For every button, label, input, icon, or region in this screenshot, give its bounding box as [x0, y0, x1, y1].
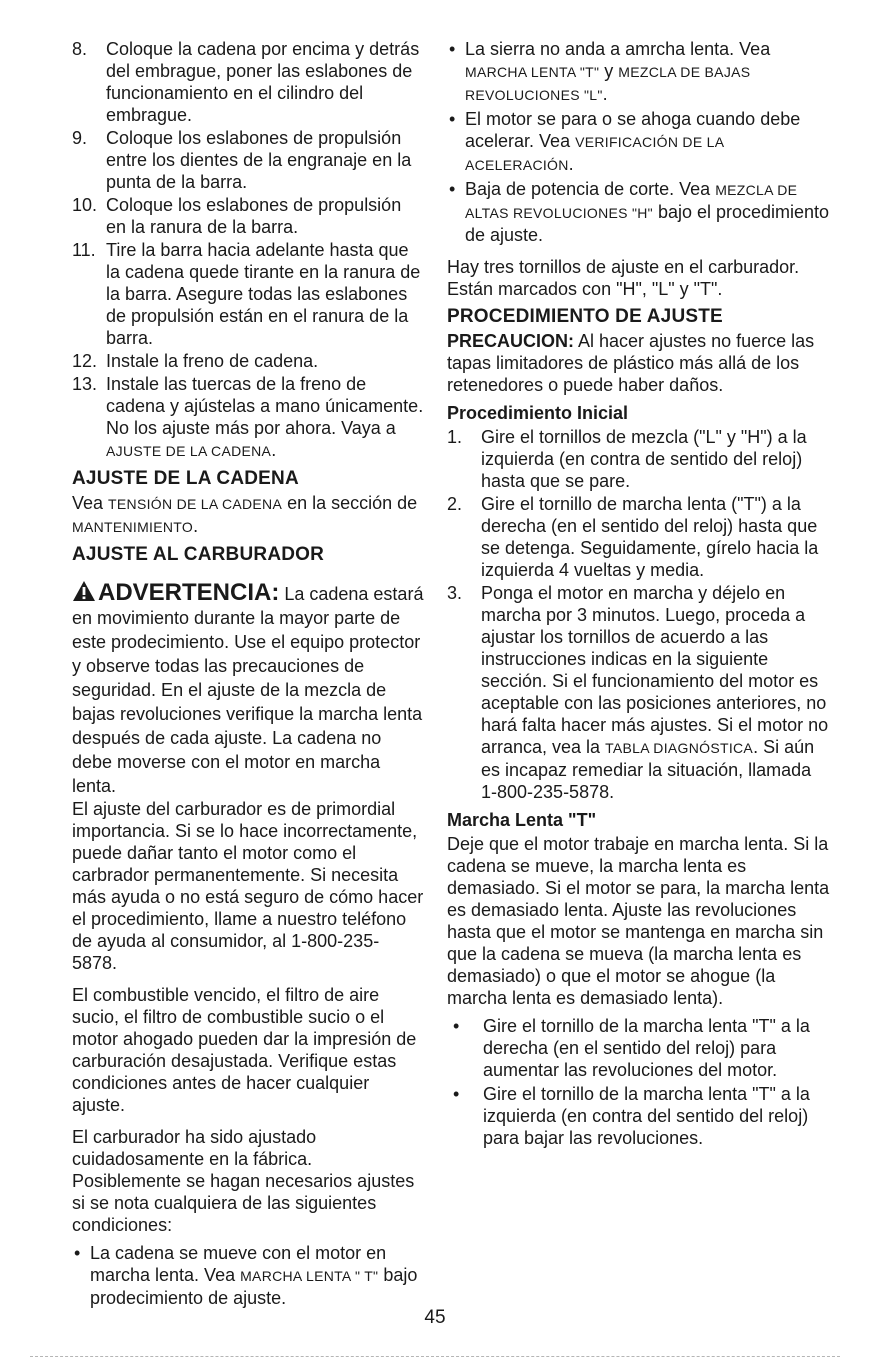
text-run: Vea	[72, 493, 109, 513]
carburetor-importance-paragraph: El ajuste del carburador es de primordial importancia. Si se lo hace incorrectamente, puede dañar tanto el motor como el carbrador permanentemente. Si necesita más ayuda o no está seguro de cómo hacer el procedimiento, llame a nuestro teléfono de ayuda al consumidor, al 1-800-235-5878.	[72, 799, 424, 973]
section-reference: MEZCLA DE BAJAS REVOLUCIONES "L"	[465, 64, 751, 103]
idle-speed-list	[447, 1015, 832, 1149]
text-run: .	[602, 84, 608, 104]
step-item	[447, 426, 832, 492]
text-run: Baja de potencia de corte. Vea	[465, 179, 716, 199]
step-item	[72, 373, 424, 462]
step-number: 10.	[72, 195, 98, 215]
caution-paragraph	[447, 330, 832, 396]
carburetor-adjustment-heading: AJUSTE AL CARBURADOR	[72, 544, 325, 565]
step-text: Coloque los eslabones de propulsión entre los dientes de la engranaje en la punta de la barra.	[106, 128, 412, 192]
assembly-steps-list	[72, 38, 424, 462]
conditions-list	[72, 1242, 424, 1309]
step-item	[447, 493, 832, 581]
factory-adjusted-paragraph: El carburador ha sido ajustado cuidadosamente en la fábrica. Posiblemente se hagan necesarios ajustes si se nota cualquiera de las siguientes condiciones:	[72, 1127, 415, 1235]
idle-instruction-item: • Gire el tornillo de la marcha lenta "T" a la izquierda (en contra del sentido del reloj) para bajar las revoluciones.	[447, 1083, 832, 1149]
step-item	[72, 38, 424, 126]
section-reference: MARCHA LENTA "T"	[465, 64, 600, 80]
text-run: y	[599, 61, 619, 81]
step-item	[72, 127, 424, 193]
idle-speed-paragraph: Deje que el motor trabaje en marcha lenta. Si la cadena se mueve, la marcha lenta es demasiado. Si el motor se para, la marcha lenta es demasiado lenta. Ajuste las revoluciones hasta que el motor se mantenga en marcha sin que la cadena se mueva (la marcha lenta es demasiado) o que el motor se ahogue (la marcha lenta es demasiado lenta).	[447, 834, 830, 1008]
section-reference: VERIFICACIÓN DE LA ACELERACIÓN	[465, 134, 724, 173]
section-reference: MANTENIMIENTO	[72, 519, 194, 535]
bottom-divider	[30, 1356, 840, 1357]
text-run: en la sección de	[282, 493, 418, 513]
text-run: La sierra no anda a amrcha lenta. Vea	[465, 39, 771, 59]
step-number: 2.	[447, 494, 463, 514]
warning-paragraph	[72, 580, 424, 798]
step-number: 3.	[447, 583, 463, 603]
conditions-list-continued	[447, 38, 832, 246]
section-reference: AJUSTE DE LA CADENA	[106, 443, 272, 459]
idle-instruction-item: • Gire el tornillo de la marcha lenta "T" a la derecha (en el sentido del reloj) para aumentar las revoluciones del motor.	[447, 1015, 832, 1081]
condition-item	[72, 1242, 424, 1309]
right-column	[447, 38, 832, 1159]
text-run: El motor se para o se ahoga cuando debe acelerar. Vea	[465, 109, 801, 151]
initial-procedure-heading: Procedimiento Inicial	[447, 403, 629, 423]
text-run: La cadena se mueve con el motor en marcha lenta. Vea	[90, 1243, 387, 1285]
step-text: Instale las tuercas de la freno de cadena y ajústelas a mano únicamente. No los ajuste más por ahora. Vaya a	[106, 374, 424, 438]
condition-item	[447, 38, 832, 106]
step-text-end: . Si aún es incapaz remediar la situación, llamada 1-800-235-5878.	[481, 737, 815, 802]
step-item	[72, 350, 424, 372]
step-text-end: .	[271, 440, 277, 460]
step-text: Ponga el motor en marcha y déjelo en marcha por 3 minutos. Luego, proceda a ajustar los tornillos de acuerdo a las instrucciones indicas en la siguiente sección. Si el funcionamiento del motor es aceptable con las posiciones anteriores, no hará falta hacer más ajustes. Si el motor no arranca, vea la	[481, 583, 829, 757]
text-run: .	[568, 154, 574, 174]
fuel-conditions-paragraph: El combustible vencido, el filtro de aire sucio, el filtro de combustible sucio o el motor ahogado pueden dar la impresión de carburación desajustada. Verifique estas condiciones antes de hacer cualquier ajuste.	[72, 985, 417, 1115]
step-text: Gire el tornillo de marcha lenta ("T") a la derecha (en el sentido del reloj) hasta que se detenga. Seguidamente, gírelo hacia la izquierda 4 vueltas y media.	[481, 494, 819, 580]
adjustment-procedure-heading: PROCEDIMIENTO DE AJUSTE	[447, 306, 723, 327]
initial-procedure-steps	[447, 426, 832, 803]
step-text: Gire el tornillos de mezcla ("L" y "H") a la izquierda (en contra de sentido del reloj) hasta que se pare.	[481, 427, 807, 491]
text-run: bajo el procedimiento de ajuste.	[465, 202, 830, 245]
step-number: 12.	[72, 351, 98, 371]
idle-speed-heading: Marcha Lenta "T"	[447, 810, 597, 830]
condition-item	[447, 108, 832, 176]
section-reference: MARCHA LENTA " T"	[240, 1268, 379, 1284]
step-item	[72, 194, 424, 238]
left-column	[72, 38, 424, 1319]
condition-item	[447, 178, 832, 246]
warning-triangle-icon	[72, 580, 96, 602]
step-text: Instale la freno de cadena.	[106, 351, 319, 371]
step-number: 13.	[72, 374, 98, 394]
step-number: 9.	[72, 128, 88, 148]
step-number: 1.	[447, 427, 463, 447]
section-reference: TENSIÓN DE LA CADENA	[108, 496, 283, 512]
step-item	[72, 239, 424, 349]
section-reference: MEZCLA DE ALTAS REVOLUCIONES "H"	[465, 182, 798, 221]
chain-adjustment-heading: AJUSTE DE LA CADENA	[72, 468, 299, 489]
step-number: 8.	[72, 39, 88, 59]
warning-label: ADVERTENCIA:	[98, 579, 280, 606]
adjustment-screws-paragraph: Hay tres tornillos de ajuste en el carburador. Están marcados con "H", "L" y "T".	[447, 257, 800, 299]
caution-label: PRECAUCION:	[447, 331, 575, 351]
warning-text: La cadena estará en movimiento durante la mayor parte de este prodecimiento. Use el equipo protector y observe todas las precauciones de seguridad. En el ajuste de la mezcla de bajas revoluciones verifique la marcha lenta después de cada ajuste. La cadena no debe moverse con el motor en marcha lenta.	[72, 584, 424, 796]
step-text: Tire la barra hacia adelante hasta que la cadena quede tirante en la ranura de la barra. Asegure todas las eslabones de propulsión están en el ranura de la barra.	[106, 240, 421, 348]
caution-text: Al hacer ajustes no fuerce las tapas limitadores de plástico más allá de los retenedores o puede haber daños.	[447, 331, 815, 395]
step-item	[447, 582, 832, 803]
section-reference: TABLA DIAGNÓSTICA	[605, 740, 754, 756]
page-number: 45	[424, 1307, 446, 1328]
step-text: Coloque la cadena por encima y detrás del embrague, poner las eslabones de funcionamiento en el cilindro del embrague.	[106, 39, 420, 125]
text-run: .	[193, 516, 199, 536]
step-text: Coloque los eslabones de propulsión en la ranura de la barra.	[106, 195, 402, 237]
step-number: 11.	[72, 240, 96, 260]
text-run: bajo prodecimiento de ajuste.	[90, 1265, 418, 1308]
chain-adjustment-text	[72, 492, 424, 538]
